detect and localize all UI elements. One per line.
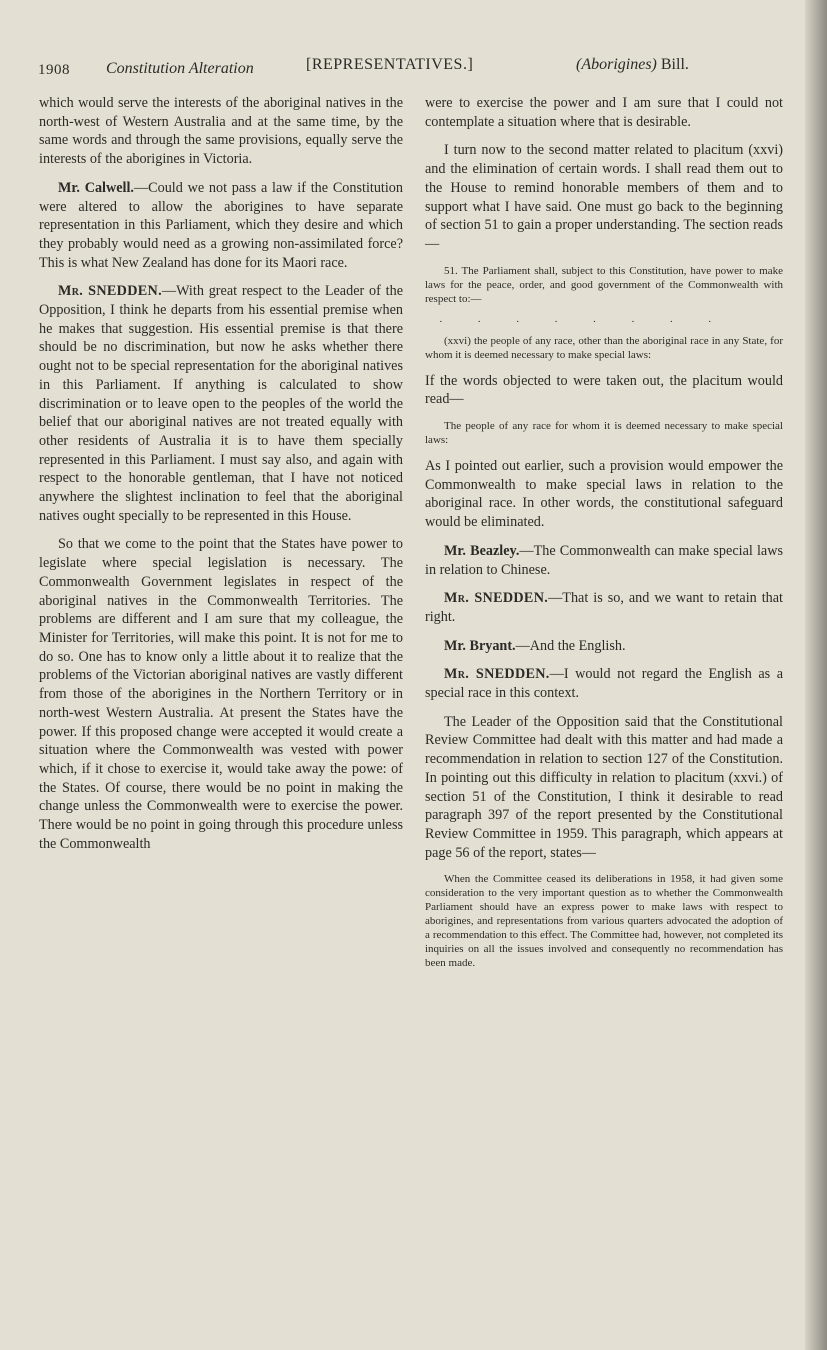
quoted-placitum: (xxvi) the people of any race, other than the aboriginal race in any State, for whom it is deemed necessary to make special laws: bbox=[425, 334, 783, 361]
speaker-name: Mr. Bryant. bbox=[444, 637, 516, 654]
ellipsis-dots: · · · · · · · · bbox=[439, 315, 728, 328]
quoted-section: 51. The Parliament shall, subject to this Constitution, have power to make laws for the peace, order, and good government of the Commonwealth with respect to:— bbox=[425, 264, 783, 305]
paragraph: As I pointed out earlier, such a provision would empower the Commonwealth to make special laws in relation to the aboriginal race. In other words, the constitutional safeguard would be eliminated. bbox=[425, 458, 783, 531]
speech-text: —That is so, and we want to retain that right. bbox=[425, 590, 783, 625]
paragraph: were to exercise the power and I am sure that I could not contemplate a situation where that is desirable. bbox=[425, 95, 783, 130]
header-bill-name: (Aborigines) bbox=[576, 56, 657, 73]
speaker-name: Mr. SNEDDEN. bbox=[444, 666, 550, 683]
interjection-paragraph bbox=[39, 179, 403, 273]
speech-text: —The Commonwealth can make special laws in relation to Chinese. bbox=[425, 542, 783, 578]
speech-paragraph bbox=[39, 282, 403, 525]
header-left-title: Constitution Alteration bbox=[106, 60, 254, 77]
speech-text: —Could we not pass a law if the Constitution were altered to allow the aborigines to have separate representation in this Parliament, which they desire and which they probably would need as a growing non-assimilated force? This is what New Zealand has done for its Maori race. bbox=[39, 179, 403, 271]
page-binding-shadow bbox=[805, 0, 827, 1350]
speaker-name: Mr. Calwell. bbox=[58, 179, 134, 196]
speech-text: —I would not regard the English as a special race in this context. bbox=[425, 666, 783, 702]
speech-paragraph bbox=[425, 589, 783, 626]
paragraph: I turn now to the second matter related to placitum (xxvi) and the elimination of certain words. I shall read them out to the House to remind honorable members of them and to support what I have said. One must go back to the beginning of section 51 to gain a proper understanding. The section reads— bbox=[425, 142, 783, 252]
interjection-paragraph bbox=[425, 542, 783, 579]
right-column bbox=[425, 94, 783, 980]
quoted-report-paragraph: When the Committee ceased its deliberations in 1958, it had given some consideration to the very important question as to whether the Commonwealth Parliament should have an express power to make laws with respect to aborigines, and representations from various quarters advocated the adoption of a recommendation to this effect. The Committee had, however, not completed its inquiries on all the issues involved and consequently no recommendation has been made. bbox=[425, 873, 783, 970]
paragraph: The Leader of the Opposition said that the Constitutional Review Committee had dealt with this matter and had made a recommendation in relation to section 127 of the Constitution. In pointing out this difficulty in relation to placitum (xxvi.) of section 51 of the Constitution, I think it desirable to read paragraph 397 of the report presented by the Constitutional Review Committee in 1959. This paragraph, which appears at page 56 of the report, states— bbox=[425, 713, 783, 861]
paragraph: which would serve the interests of the aboriginal natives in the north-west of Western Australia and at the same time, by the same words and through the same provisions, equally serve the interests of the aborigines in Victoria. bbox=[39, 95, 403, 168]
speaker-name: Mr. SNEDDEN. bbox=[58, 283, 162, 300]
speech-text: —And the English. bbox=[515, 637, 626, 654]
left-column bbox=[39, 94, 403, 863]
paragraph: If the words objected to were taken out, the placitum would read— bbox=[425, 372, 783, 408]
paragraph: So that we come to the point that the States have power to legislate where special legislation is necessary. The Commonwealth Government legislates in respect of the aboriginal natives in the Commonwealth Territories. The problems are different and I am sure that my colleague, the Minister for Territories, will make this point. It is not for me to do so. One has to know only a little about it to realize that the problems of the Victorian aboriginal natives are vastly different from those of the aborigines in the Northern Territory or in north-west Western Australia. At present the States have the power. If this proposed change were accepted it would create a situation where the Commonwealth was vested with power which, if it chose to exercise it, would take away the powe: of the States. Of course, there would be no point in making the change unless the Commonwealth were to exercise the power. There would be no point in going through this procedure unless the Commonwealth bbox=[39, 536, 403, 852]
header-chamber: [REPRESENTATIVES.] bbox=[306, 56, 474, 73]
page-number: 1908 bbox=[38, 62, 70, 78]
speech-text: —With great respect to the Leader of the Opposition, I think he departs from his essential premise when he makes that suggestion. His essential premise is that there should be no discrimination, but now he asks whether there ought not to be special representation for the aboriginal natives in this Parliament. If anything is calculated to show discrimination or to leave open to the peoples of the world the belief that our aboriginal natives are not treated equally with other residents of Australia it is to have them specially represented in this Parliament. I must say also, and again with respect to the honorable gentleman, that I have not noticed anywhere the slightest inclination to feel that the aboriginal natives ought specially to be represented in this House. bbox=[39, 283, 403, 524]
speaker-name: Mr. Beazley. bbox=[444, 542, 520, 559]
page-header bbox=[38, 52, 798, 86]
speaker-name: Mr. SNEDDEN. bbox=[444, 590, 549, 607]
header-bill-word: Bill. bbox=[660, 56, 689, 73]
quoted-placitum-amended: The people of any race for whom it is deemed necessary to make special laws: bbox=[425, 420, 783, 447]
speech-paragraph bbox=[425, 665, 783, 702]
interjection-paragraph bbox=[425, 637, 783, 656]
header-right-title bbox=[576, 56, 689, 74]
